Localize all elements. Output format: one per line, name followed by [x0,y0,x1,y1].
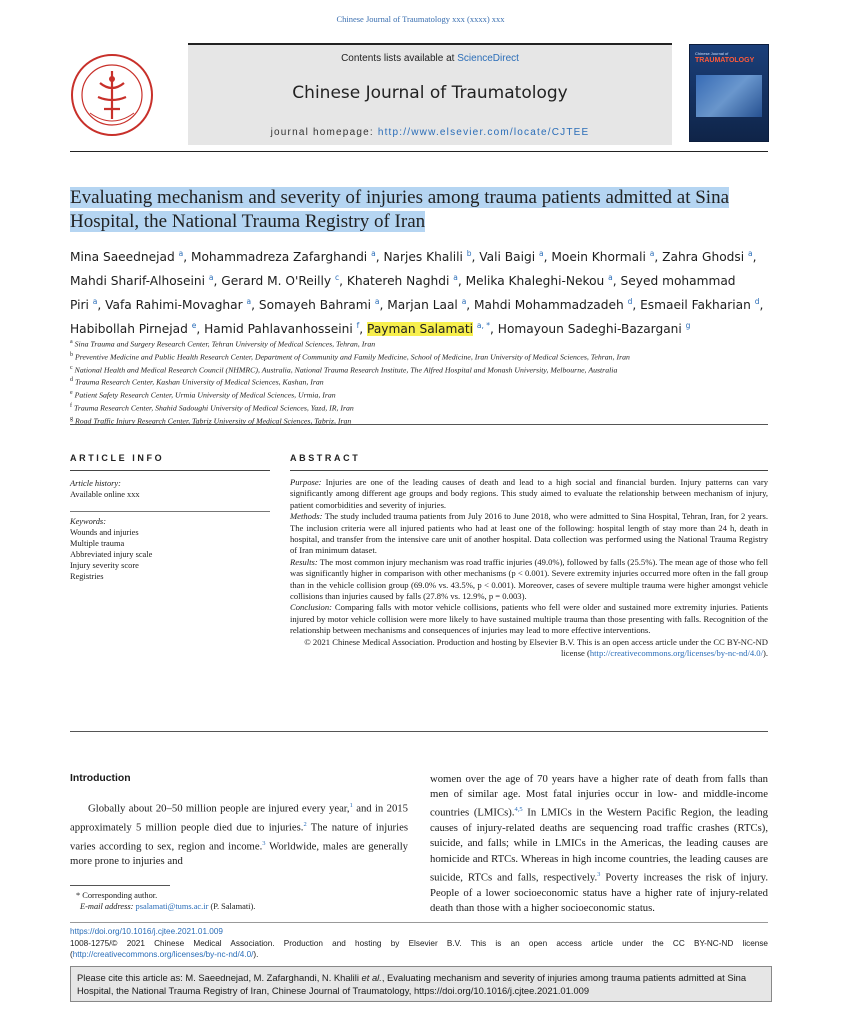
footnotes [70,890,400,912]
reference-link[interactable]: 1 [349,802,353,809]
abstract-methods [290,511,768,557]
intro-text: The nature of injuries varies according to sex, region and income. [70,821,408,853]
footer-rule [70,922,768,923]
abstract-heading: ABSTRACT [290,453,361,463]
author[interactable] [70,250,183,264]
sciencedirect-link[interactable]: ScienceDirect [457,53,519,64]
cover-image [696,75,762,117]
issn-text: 1008-1275/© 2021 Chinese Medical Association. Production and hosting by Elsevier B.V. This is an open access article under the CC BY-NC-ND license ( [70,939,768,959]
affiliation [70,401,770,414]
results-text: The most common injury mechanism was road traffic injuries (49.0%), followed by falls (25.5%). The mean age of those who fell was significantly higher in comparison with other mechanisms (p < 0.001). Severe extremity injuries occurred more often in the fall group than in the vehicle collision group (69.0% vs. 43.5%, p < 0.001). Moreover, cases of severe multiple trauma were higher amongst vehicle collisions than injuries caused by falls (27.8% vs. 12.9%, p = 0.003). [290,556,768,602]
copyright-text: © 2021 Chinese Medical Association. Production and hosting by Elsevier B.V. This is an open access article under the CC BY-NC-ND license ( [304,636,768,659]
intro-text: In LMICs in the Western Pacific Region, the leading causes of injury-related deaths are sequencing road traffic crashes (RTCs), suicide, and falls; while in LMICs in the Americas, the leading causes are homicide and RTCs. Whereas in high income countries, the leading causes are suicide, RTCs and falls, respectively. [430,806,769,884]
intro-column-2 [430,772,768,916]
author[interactable] [259,298,380,312]
homepage-link[interactable]: http://www.elsevier.com/locate/CJTEE [377,127,590,138]
results-label: Results: [290,556,318,567]
issn-license-link[interactable]: http://creativecommons.org/licenses/by-nc-nd/4.0/ [72,950,254,959]
abstract-copyright [290,637,768,660]
email-link[interactable]: psalamati@tums.ac.ir [135,902,209,911]
intro-text: Globally about 20–50 million people are injured every year, [88,802,350,815]
affiliation-text: Trauma Research Center, Kashan University of Medical Sciences, Kashan, Iran [74,377,324,387]
keywords-block [70,516,270,582]
affiliation-rule [70,424,768,425]
author-name: Hamid Pahlavanhosseini [204,321,353,336]
author[interactable] [474,298,632,312]
article-title-text: Evaluating mechanism and severity of injuries among trauma patients admitted at Sina Hospital, the National Trauma Registry of Iran [70,187,730,232]
affiliation-key: d [70,377,73,384]
author-name: Somayeh Bahrami [258,297,372,312]
author-name: Homayoun Sadeghi-Bazargani [497,321,682,336]
corresponding-author-note: * Corresponding author. [76,891,158,900]
author-name: Gerard M. O'Reilly [221,273,332,288]
journal-cover [689,44,769,142]
cite-prefix: Please cite this article as: M. Saeednejad, M. Zafarghandi, N. Khalili [77,972,362,983]
affiliation-key: b [70,351,73,358]
introduction-heading: Introduction [70,773,131,784]
contents-prefix: Contents lists available at [341,53,458,64]
affiliation-key: f [70,402,72,409]
author-name: Mahdi Sharif-Alhoseini [70,273,206,288]
affiliation [70,350,770,363]
reference-link[interactable]: 2 [303,820,307,828]
affiliation [70,388,770,401]
author-name: Vafa Rahimi-Movaghar [105,297,243,312]
keyword: Injury severity score [70,561,139,570]
running-head: Chinese Journal of Traumatology xxx (xxxx) xxx [336,14,505,24]
author-name: Esmaeil Fakharian [640,297,751,312]
homepage-label: journal homepage: [270,127,378,138]
author[interactable] [204,322,359,336]
abstract-bottom-rule [70,731,768,732]
author[interactable] [383,250,471,264]
author-name: Payman Salamati [367,321,474,336]
article-info-heading: ARTICLE INFO [70,453,165,463]
author-affiliation-mark[interactable]: g [685,320,691,330]
author[interactable] [551,250,654,264]
keywords-label: Keywords: [70,517,106,526]
keyword: Registries [70,572,104,581]
author-name: Mina Saeednejad [70,250,175,265]
author[interactable] [221,274,339,288]
author-affiliation-mark[interactable]: a [608,272,613,282]
affiliation-list [70,337,770,427]
conclusion-label: Conclusion: [290,602,333,613]
homepage-line [188,127,672,138]
author-affiliation-mark[interactable]: a [371,249,376,258]
author-name: Vali Baigi [479,250,536,265]
author-affiliation-mark[interactable]: a [748,249,753,258]
author-affiliation-mark[interactable]: a [92,296,98,306]
author[interactable] [367,322,490,336]
journal-name: Chinese Journal of Traumatology [292,83,568,103]
author-affiliation-mark[interactable]: a [208,272,214,282]
reference-link[interactable]: 4,5 [514,806,523,814]
conclusion-text: Comparing falls with motor vehicle collisions, patients who fell were older and sustained more extremity injuries. Patients injured by motor vehicle collision were more likely to have sustained multiple trauma than those presenting with falls. Recognition of the relationship between mechanisms and consequences of injuries may lead to more effective interventions. [290,602,768,636]
affiliation-text: National Health and Medical Research Council (NHMRC), Australia, National Trauma Research Institute, The Alfred Hospital and Monash University, Melbourne, Australia [74,365,618,375]
copyright-end: ). [762,648,768,659]
article-info-rule [70,470,270,471]
intro-column-1 [70,798,408,870]
contents-line [188,53,672,64]
affiliation-text: Patient Safety Research Center, Urmia University of Medical Sciences, Urmia, Iran [74,390,336,400]
email-note [70,901,400,912]
author-affiliation-mark[interactable]: a [461,296,467,306]
author[interactable] [70,322,196,336]
email-label: E-mail address: [80,902,136,911]
author-name: Moein Khormali [551,250,646,265]
license-link[interactable]: http://creativecommons.org/licenses/by-nc-nd/4.0/ [589,648,763,659]
author-affiliation-mark[interactable]: e [191,320,197,330]
affiliation-key: c [70,364,73,371]
author-affiliation-mark[interactable]: c [334,272,340,282]
masthead-rule [70,151,768,152]
author-name: Marjan Laal [387,297,458,312]
author-affiliation-mark[interactable]: a [538,249,544,258]
author-affiliation-mark[interactable]: f [356,320,360,330]
keyword: Multiple trauma [70,539,125,548]
author-affiliation-mark[interactable]: a [178,249,184,258]
author[interactable] [662,250,752,264]
author-name: Narjes Khalili [383,250,463,265]
intro-text: women over the age of 70 years have a higher rate of death from falls than men of similar age. Most fatal injuries occur in low- and middle-income countries (LMICs). [430,773,768,819]
keywords-rule [70,511,270,512]
author[interactable] [466,274,613,288]
author-affiliation-mark[interactable]: b [466,249,472,258]
author-affiliation-mark[interactable]: a, * [476,320,491,330]
abstract-rule [290,470,768,471]
cite-rest: , Evaluating mechanism and severity of injuries among trauma patients admitted at Sina Hospital, the National Trauma Registry of Iran, Chinese Journal of Traumatology, https://doi.org/10.1016/j.cjtee.2021.01.009 [77,972,747,996]
affiliation-key: e [70,390,73,397]
purpose-label: Purpose: [290,477,322,487]
intro-text: Poverty increases the risk of injury. People of a lower socioeconomic status have a higher rate of injury-related death than those with a higher socioeconomic status. [430,871,768,914]
affiliation-key: a [70,339,73,345]
cover-subtitle: Chinese Journal of [695,51,729,56]
author-name: Seyed mohammad Piri [70,273,736,312]
affiliation [70,363,770,376]
purpose-text: Injuries are one of the leading causes of death and lead to a high social and financial burden. Injury patterns can vary significantly among different age groups and body regions. This study aimed to evaluate the relationship between mechanism of injury, patient comorbidities and severity of injuries. [290,477,768,510]
affiliation-text: Sina Trauma and Surgery Research Center, Tehran University of Medical Sciences, Tehran, Iran [74,339,376,349]
author[interactable] [70,274,214,288]
author[interactable] [191,250,376,264]
author-affiliation-mark[interactable]: a [246,296,252,306]
author[interactable] [105,298,251,312]
keyword: Wounds and injuries [70,528,139,537]
cite-etal: et al. [361,972,382,983]
author[interactable] [640,298,759,312]
reference-link[interactable]: 3 [597,870,601,878]
author-affiliation-mark[interactable]: d [627,296,633,306]
author-affiliation-mark[interactable]: a [453,272,458,282]
author[interactable] [347,274,458,288]
affiliation-text: Trauma Research Center, Shahid Sadoughi University of Medical Sciences, Yazd, IR, Iran [73,403,354,413]
email-suffix: (P. Salamati). [208,902,256,911]
author[interactable] [387,298,466,312]
author-affiliation-mark[interactable]: a [649,249,655,258]
cma-logo [70,53,154,137]
abstract-conclusion [290,602,768,636]
author-affiliation-mark[interactable]: a [374,296,380,306]
cover-title: TRAUMATOLOGY [695,57,755,64]
issn-line [70,938,768,960]
affiliation [70,375,770,388]
issn-end: ). [253,950,259,959]
intro-text: Worldwide, males are generally more prone to injuries and [70,840,409,868]
author-list: Mina Saeednejad $^a$, Mohammadreza Zafarghandi $^a$, Narjes Khalili $^b$, Vali Baigi $^a$, Moein Khormali $^a$, Zahra Ghodsi $^a$, Mahdi Sharif-Alhoseini $^a$, Gerard M. O'Reilly $^c$, Khatereh Naghdi $^a$, Melika Khaleghi-Nekou $^a$, Seyed mohammad Piri $^a$, Vafa Rahimi-Movaghar $^a$, Somayeh Bahrami $^a$, Marjan Laal $^a$, Mahdi Mohammadzadeh $^d$, Esmaeil Fakharian $^d$, Habibollah Pirnejad $^e$, Hamid Pahlavanhosseini $^f$, Payman Salamati $^{a, *}$, Homayoun Sadeghi-Bazargani $^g$ [70,249,764,336]
affiliation-text: Road Traffic Injury Research Center, Tabriz University of Medical Sciences, Tabriz, Iran [74,416,352,426]
reference-link[interactable]: 3 [262,839,266,847]
author-name: Zahra Ghodsi [662,250,745,265]
author-name: Khatereh Naghdi [346,273,450,288]
author-name: Mahdi Mohammadzadeh [474,297,624,312]
author-name: Mohammadreza Zafarghandi [190,250,368,265]
citation-box [70,966,772,1002]
article-history [70,478,270,500]
methods-label: Methods: [290,511,323,522]
author-affiliation-mark[interactable]: d [754,296,760,306]
author-name: Habibollah Pirnejad [70,321,188,336]
author-name: Melika Khaleghi-Nekou [465,273,605,288]
abstract-results [290,557,768,603]
intro-text: and in 2015 approximately 5 million people died due to injuries. [70,802,408,834]
masthead [188,43,672,145]
abstract-purpose [290,477,768,511]
author[interactable] [498,322,691,336]
keyword: Abbreviated injury scale [70,550,153,559]
footnote-rule [70,885,170,886]
methods-text: The study included trauma patients from July 2016 to June 2018, who were admitted to Sina Hospital, Tehran, Iran, for 2 years. The inclusion criteria were all injured patients who had at least one of the following: hospital length of stay more than 24 h, death in hospital, and transfer from the intensive care unit of another hospital. Data collection was performed using the National Trauma Registry of Iran minimum dataset. [290,511,768,556]
history-label: Article history: [70,479,121,488]
doi-link[interactable]: https://doi.org/10.1016/j.cjtee.2021.01.009 [70,927,223,936]
abstract-body [290,477,768,660]
affiliation-text: Preventive Medicine and Public Health Research Center, Department of Community and Family Medicine, School of Medicine, Iran University of Medical Sciences, Tehran, Iran [74,352,630,362]
history-value: Available online xxx [70,490,140,499]
affiliation-key: g [70,415,73,422]
affiliation [70,337,770,350]
author[interactable] [479,250,543,264]
article-title [70,186,770,234]
